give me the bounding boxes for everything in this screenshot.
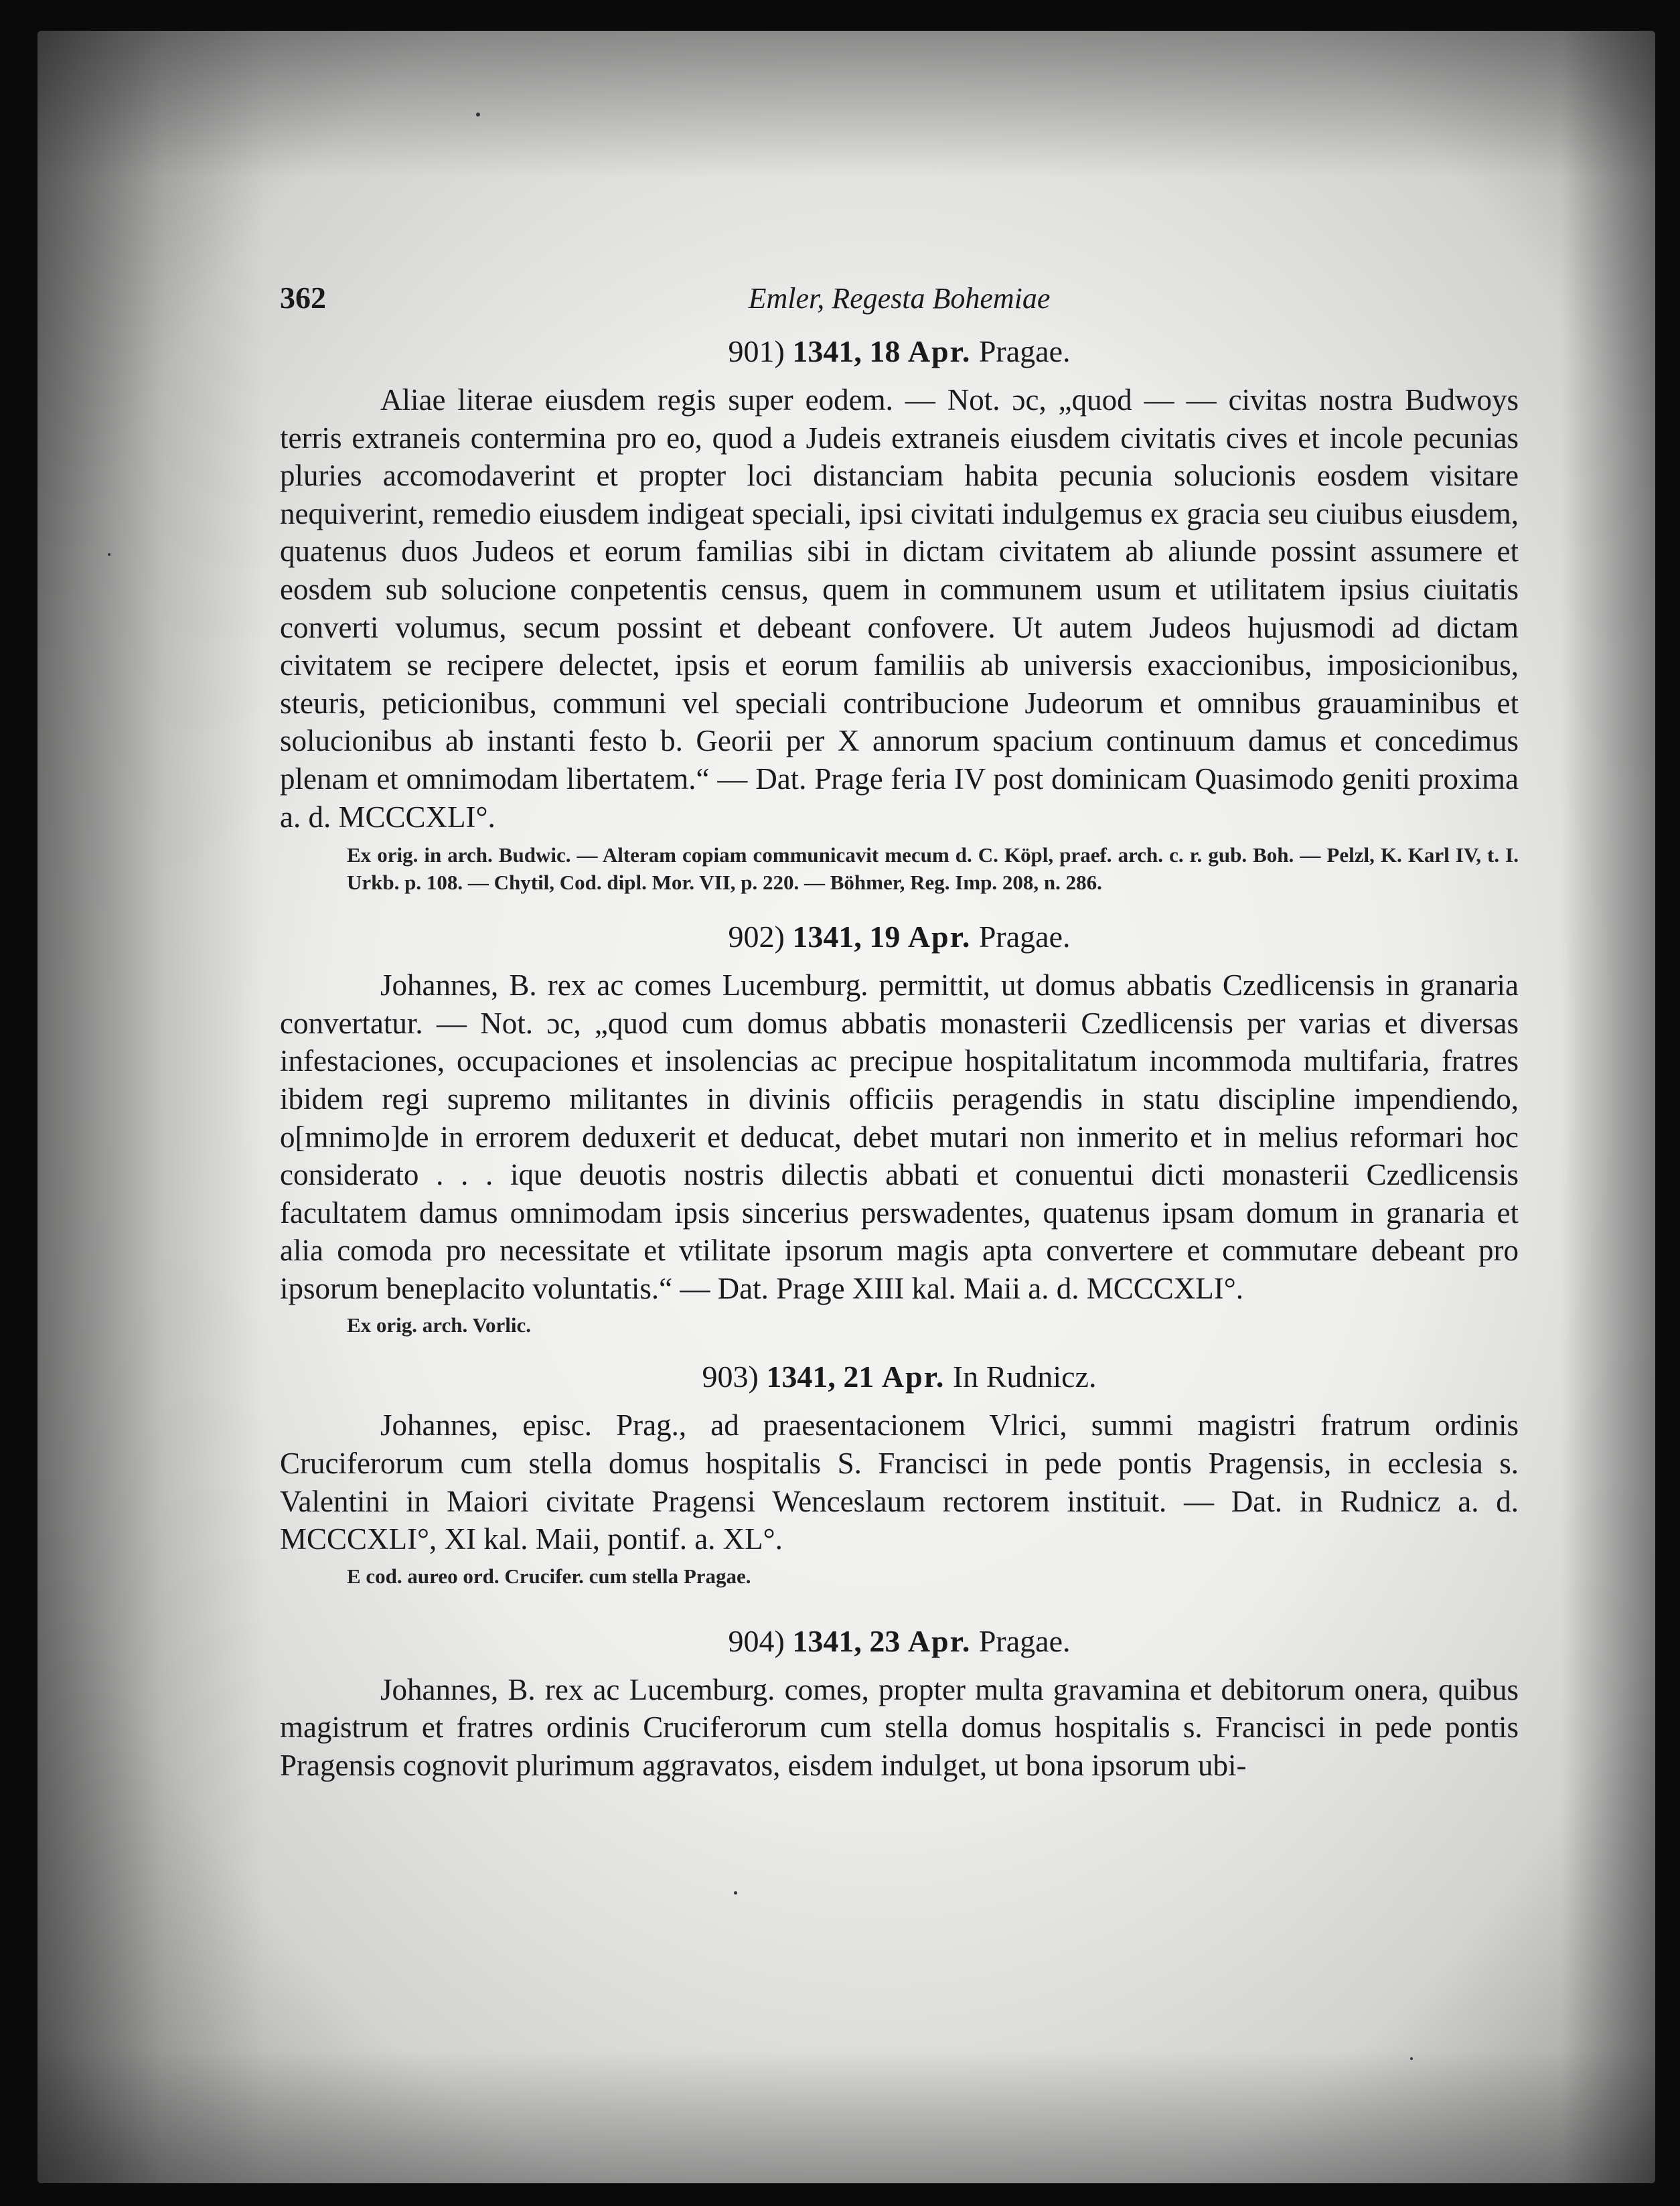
- entry-text: Aliae literae eiusdem regis super eodem. — Not. ɔc, „quod — — civitas nostra Budwoys terris extraneis contermina pro eo, quod a Judeis extraneis eiusdem civitatis cives et incole pecunias pluries accomodaverint et propter loci distanciam habita pecunia solucionis eosdem visitare nequiverint, remedio eiusdem indigeat speciali, ipsi civitati indulgemus ex gracia seu ciuibus eiusdem, quatenus duos Judeos et eorum familias sibi in dictam civitatem ab aliunde possint assumere et eosdem sub solucione conpetentis census, quem in communem usum et utilitatem ipsius ciuitatis converti volumus, secum possint et debeant confovere. Ut autem Judeos hujusmodi ad dictam civitatem se recipere delectet, ipsis et eorum familiis ab universis exaccionibus, imposicionibus, steuris, peticionibus, communi vel speciali contribucione Judeorum et omnibus grauaminibus et solucionibus ab instanti festo b. Georii per X annorum spacium continuum damus et concedimus plenam et omnimodam libertatem.“ — Dat. Prage feria IV post dominicam Quasimodo geniti proxima a. d. MCCCXLI°.: [280, 383, 1519, 834]
- entry-source-note: E cod. aureo ord. Crucifer. cum stella Pragae.: [347, 1564, 751, 1588]
- scanned-page: [37, 31, 1655, 2183]
- entry-901: [280, 334, 1519, 896]
- entry-heading: [280, 1359, 1519, 1394]
- entry-month: Apr.: [881, 1359, 945, 1394]
- entry-month: Apr.: [907, 334, 972, 368]
- specks: [108, 553, 110, 556]
- running-head: [280, 279, 1519, 325]
- entry-month: Apr.: [907, 1623, 972, 1658]
- entry-month: Apr.: [907, 920, 972, 954]
- entry-heading: [280, 1623, 1519, 1659]
- specks: [734, 1891, 737, 1895]
- page-shadow-bottom: [37, 2049, 1655, 2183]
- entry-heading: [280, 334, 1519, 369]
- entry-date: 1341, 19: [792, 920, 901, 954]
- entry-source-note: Ex orig. arch. Vorlic.: [347, 1313, 531, 1337]
- page-shadow-left: [37, 31, 265, 2183]
- entry-number: 903): [702, 1359, 759, 1394]
- entry-source-note: Ex orig. in arch. Budwic. — Alteram copiam communicavit mecum d. C. Köpl, praef. arch. c. r. gub. Boh. — Pelzl, K. Karl IV, t. I. Urkb. p. 108. — Chytil, Cod. dipl. Mor. VII, p. 220. — Böhmer, Reg. Imp. 208, n. 286.: [347, 843, 1519, 895]
- entry-place: Pragae.: [978, 920, 1071, 954]
- specks: [476, 113, 480, 117]
- entry-heading: [280, 919, 1519, 954]
- entry-904: [280, 1623, 1519, 1785]
- entry-text: Johannes, B. rex ac Lucemburg. comes, propter multa gravamina et debitorum onera, quibus magistrum et fratres ordinis Cruciferorum cum stella domus hospitalis s. Francisci in pede pontis Pragensis cognovit plurimum aggravatos, eisdem indulget, ut bona ipsorum ubi-: [280, 1672, 1519, 1783]
- entry-number: 901): [728, 334, 785, 368]
- entry-date: 1341, 18: [792, 334, 901, 368]
- running-title: Emler, Regesta Bohemiae: [748, 282, 1051, 315]
- page-shadow-right: [1561, 31, 1655, 2183]
- page-content: [280, 279, 1519, 1785]
- entry-number: 902): [728, 920, 785, 954]
- entry-902: [280, 919, 1519, 1339]
- entry-place: Pragae.: [978, 1623, 1071, 1658]
- entry-903: [280, 1359, 1519, 1589]
- page-number: 362: [280, 281, 326, 315]
- entry-place: Pragae.: [978, 334, 1071, 368]
- page-shadow-top: [37, 31, 1655, 178]
- entry-date: 1341, 23: [792, 1623, 901, 1658]
- entry-place: In Rudnicz.: [952, 1359, 1097, 1394]
- entry-text: Johannes, episc. Prag., ad praesentacionem Vlrici, summi magistri fratrum ordinis Cruciferorum cum stella domus hospitalis S. Francisci in pede pontis Pragensis, in ecclesia s. Valentini in Maiori civitate Pragensi Wenceslaum rectorem instituit. — Dat. in Rudnicz a. d. MCCCXLI°, XI kal. Maii, pontif. a. XL°.: [280, 1408, 1519, 1556]
- entry-date: 1341, 21: [766, 1359, 874, 1394]
- specks: [1410, 2057, 1413, 2060]
- entry-text: Johannes, B. rex ac comes Lucemburg. permittit, ut domus abbatis Czedlicensis in granaria convertatur. — Not. ɔc, „quod cum domus abbatis monasterii Czedlicensis per varias et diversas infestaciones, occupaciones et insolencias ac precipue hospitalitatum incommoda multifaria, fratres ibidem regi supremo militantes in divinis officiis peragendis in statu discipline impendiendo, o[mnimo]de in errorem deduxerit et deducat, debet mutari non inmerito et in melius reformari hoc considerato . . . ique deuotis nostris dilectis abbati et conuentui dicti monasterii Czedlicensis facultatem damus omnimodam ipsis sincerius perswadentes, quatenus ipsam domum in granaria et alia comoda pro necessitate et vtilitate ipsorum magis apta convertere et commutare debeant pro ipsorum beneplacito voluntatis.“ — Dat. Prage XIII kal. Maii a. d. MCCCXLI°.: [280, 968, 1519, 1305]
- entry-number: 904): [728, 1623, 785, 1658]
